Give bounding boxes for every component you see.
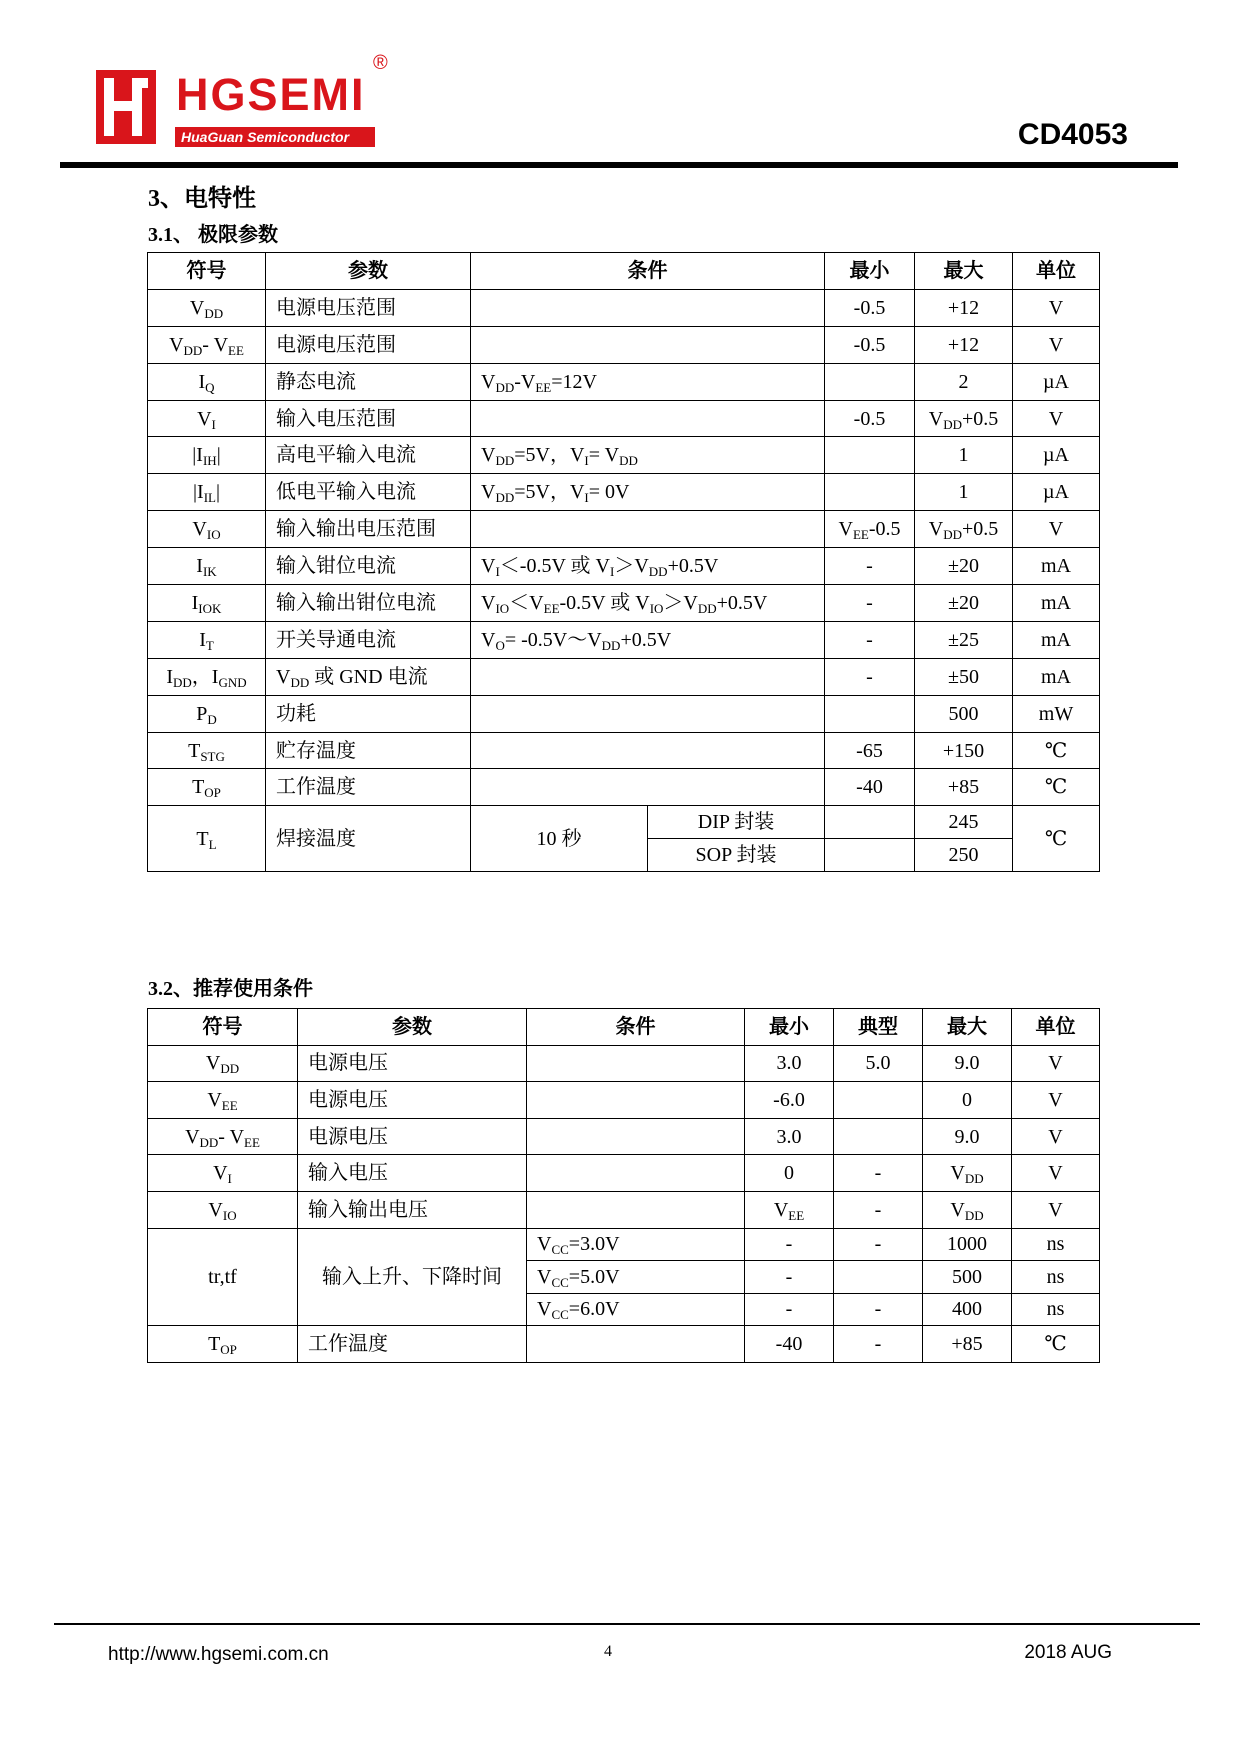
typ-cell xyxy=(834,1082,923,1119)
table-row xyxy=(148,400,1100,437)
min-cell: -65 xyxy=(825,732,915,769)
param-cell: 工作温度 xyxy=(266,769,471,806)
min-cell xyxy=(825,806,915,839)
max-cell: +12 xyxy=(915,289,1013,326)
max-cell: +150 xyxy=(915,732,1013,769)
symbol-cell: $V_{DD}$ xyxy=(148,1045,298,1082)
symbol-cell: $T_L$ xyxy=(148,806,266,872)
min-cell xyxy=(825,474,915,511)
unit-cell: V xyxy=(1013,289,1100,326)
min-cell: -40 xyxy=(745,1326,834,1363)
unit-cell: mA xyxy=(1013,658,1100,695)
col-header-typ: 典型 xyxy=(834,1009,923,1046)
param-cell: 功耗 xyxy=(266,695,471,732)
max-cell: 1000 xyxy=(923,1228,1012,1261)
condition-cell xyxy=(471,732,825,769)
max-cell: 500 xyxy=(915,695,1013,732)
min-cell: -6.0 xyxy=(745,1082,834,1119)
hgsemi-logo-mark-icon xyxy=(96,70,156,144)
param-cell: 焊接温度 xyxy=(266,806,471,872)
symbol-cell: $V_{IO}$ xyxy=(148,1191,298,1228)
col-header-symbol: 符号 xyxy=(148,1009,298,1046)
param-cell: 电源电压范围 xyxy=(266,289,471,326)
symbol-cell: $V_{EE}$ xyxy=(148,1082,298,1119)
unit-cell: µA xyxy=(1013,474,1100,511)
param-cell: 电源电压 xyxy=(298,1045,527,1082)
table-row xyxy=(148,1155,1100,1192)
abs-max-title: 3.1、 极限参数 xyxy=(148,224,278,246)
typ-cell: - xyxy=(834,1155,923,1192)
unit-cell: mA xyxy=(1013,548,1100,585)
table-row xyxy=(148,658,1100,695)
condition-cell xyxy=(527,1045,745,1082)
unit-cell: ℃ xyxy=(1012,1326,1100,1363)
min-cell: -0.5 xyxy=(825,400,915,437)
symbol-cell: $I_T$ xyxy=(148,621,266,658)
table-row xyxy=(148,511,1100,548)
package-cell: DIP 封装 xyxy=(648,806,825,839)
condition-cell: $V_{DD}=5V$，$V_I= 0V$ xyxy=(471,474,825,511)
param-cell: 低电平输入电流 xyxy=(266,474,471,511)
col-header-param: 参数 xyxy=(298,1009,527,1046)
table-row xyxy=(148,1082,1100,1119)
condition-cell: $V_{DD}=5V$，$V_I= V_{DD}$ xyxy=(471,437,825,474)
unit-cell: ℃ xyxy=(1013,769,1100,806)
condition-cell: $V_{IO}<V_{EE}-0.5V$ 或 $V_{IO}>V_{DD}+0.5V$ xyxy=(471,585,825,622)
recommended-table xyxy=(147,1008,1100,1363)
table-row xyxy=(148,1326,1100,1363)
condition-cell: $V_{CC}=6.0V$ xyxy=(527,1293,745,1326)
condition-cell xyxy=(527,1118,745,1155)
param-cell: 电源电压 xyxy=(298,1082,527,1119)
param-cell: 高电平输入电流 xyxy=(266,437,471,474)
table-row xyxy=(148,363,1100,400)
table-row xyxy=(148,732,1100,769)
condition-cell xyxy=(471,695,825,732)
package-cell: SOP 封装 xyxy=(648,839,825,872)
col-header-max: 最大 xyxy=(923,1009,1012,1046)
footer-divider xyxy=(54,1623,1200,1625)
condition-cell xyxy=(527,1082,745,1119)
table-row xyxy=(148,1045,1100,1082)
max-cell: 245 xyxy=(915,806,1013,839)
param-cell: 输入输出电压 xyxy=(298,1191,527,1228)
max-cell: +85 xyxy=(923,1326,1012,1363)
table-row xyxy=(148,548,1100,585)
unit-cell: V xyxy=(1013,326,1100,363)
condition-cell: $V_I<-0.5V$ 或 $V_I>V_{DD}+0.5V$ xyxy=(471,548,825,585)
typ-cell xyxy=(834,1261,923,1294)
symbol-cell: $V_I$ xyxy=(148,400,266,437)
min-cell: $V_{EE}-0.5$ xyxy=(825,511,915,548)
symbol-cell: $T_{OP}$ xyxy=(148,1326,298,1363)
param-cell: 输入电压 xyxy=(298,1155,527,1192)
section-title: 3、电特性 xyxy=(148,186,256,212)
unit-cell: V xyxy=(1013,400,1100,437)
condition-cell: $V_{CC}=5.0V$ xyxy=(527,1261,745,1294)
symbol-cell: $|I_{IH}|$ xyxy=(148,437,266,474)
recommended-title: 3.2、推荐使用条件 xyxy=(148,978,313,1000)
symbol-cell: $|I_{IL}|$ xyxy=(148,474,266,511)
param-cell: 开关导通电流 xyxy=(266,621,471,658)
footer-date: 2018 AUG xyxy=(1024,1642,1112,1663)
symbol-cell: $V_{DD}$ xyxy=(148,289,266,326)
max-cell: ±20 xyxy=(915,548,1013,585)
param-cell: 输入电压范围 xyxy=(266,400,471,437)
condition-cell: $V_O=$ $-0.5V\sim V_{DD}+0.5V$ xyxy=(471,621,825,658)
param-cell: 贮存温度 xyxy=(266,732,471,769)
col-header-param: 参数 xyxy=(266,253,471,290)
min-cell xyxy=(825,839,915,872)
col-header-symbol: 符号 xyxy=(148,253,266,290)
param-cell: $V_{DD}$ 或 GND 电流 xyxy=(266,658,471,695)
logo-subtitle: HuaGuan Semiconductor xyxy=(175,127,375,147)
typ-cell: 5.0 xyxy=(834,1045,923,1082)
typ-cell: - xyxy=(834,1326,923,1363)
registered-mark: ® xyxy=(373,52,388,74)
condition-cell xyxy=(471,400,825,437)
unit-cell: µA xyxy=(1013,363,1100,400)
col-header-max: 最大 xyxy=(915,253,1013,290)
symbol-cell: $P_D$ xyxy=(148,695,266,732)
max-cell: $V_{DD}$ xyxy=(923,1191,1012,1228)
unit-cell: ns xyxy=(1012,1228,1100,1261)
page-number: 4 xyxy=(604,1643,612,1660)
max-cell: 250 xyxy=(915,839,1013,872)
table-row xyxy=(148,1191,1100,1228)
condition-cell xyxy=(471,326,825,363)
min-cell: - xyxy=(745,1228,834,1261)
max-cell: 2 xyxy=(915,363,1013,400)
abs-max-table xyxy=(147,252,1100,872)
max-cell: 1 xyxy=(915,437,1013,474)
condition-cell xyxy=(471,769,825,806)
table-row xyxy=(148,326,1100,363)
max-cell: $V_{DD}+0.5$ xyxy=(915,511,1013,548)
max-cell: +85 xyxy=(915,769,1013,806)
part-number: CD4053 xyxy=(1017,118,1128,151)
condition-cell: $V_{CC}=3.0V$ xyxy=(527,1228,745,1261)
max-cell: 500 xyxy=(923,1261,1012,1294)
min-cell xyxy=(825,363,915,400)
symbol-cell: $V_{IO}$ xyxy=(148,511,266,548)
unit-cell: V xyxy=(1012,1118,1100,1155)
table-row xyxy=(148,806,1100,839)
min-cell: - xyxy=(825,658,915,695)
symbol-cell: $V_{DD}-$ $V_{EE}$ xyxy=(148,1118,298,1155)
param-cell: 静态电流 xyxy=(266,363,471,400)
unit-cell: ns xyxy=(1012,1293,1100,1326)
header-divider xyxy=(60,162,1178,168)
col-header-unit: 单位 xyxy=(1013,253,1100,290)
min-cell: - xyxy=(745,1293,834,1326)
symbol-cell: $I_{IK}$ xyxy=(148,548,266,585)
col-header-cond: 条件 xyxy=(527,1009,745,1046)
symbol-cell: $I_{IOK}$ xyxy=(148,585,266,622)
param-cell: 工作温度 xyxy=(298,1326,527,1363)
max-cell: 9.0 xyxy=(923,1045,1012,1082)
unit-cell: ℃ xyxy=(1013,732,1100,769)
symbol-cell: $I_{DD}$，$I_{GND}$ xyxy=(148,658,266,695)
condition-cell xyxy=(471,658,825,695)
col-header-cond: 条件 xyxy=(471,253,825,290)
max-cell: $V_{DD}$ xyxy=(923,1155,1012,1192)
param-cell: 输入钳位电流 xyxy=(266,548,471,585)
unit-cell: V xyxy=(1013,511,1100,548)
condition-cell xyxy=(471,511,825,548)
table-row xyxy=(148,1118,1100,1155)
table-row xyxy=(148,437,1100,474)
condition-cell xyxy=(527,1191,745,1228)
table-row xyxy=(148,1228,1100,1261)
condition-cell: 10 秒 xyxy=(471,806,648,872)
param-cell: 输入上升、下降时间 xyxy=(298,1228,527,1326)
unit-cell: V xyxy=(1012,1045,1100,1082)
typ-cell xyxy=(834,1118,923,1155)
unit-cell: mA xyxy=(1013,621,1100,658)
min-cell: 0 xyxy=(745,1155,834,1192)
unit-cell: ns xyxy=(1012,1261,1100,1294)
max-cell: 0 xyxy=(923,1082,1012,1119)
table-row xyxy=(148,621,1100,658)
unit-cell: mA xyxy=(1013,585,1100,622)
table-row xyxy=(148,695,1100,732)
min-cell: 3.0 xyxy=(745,1045,834,1082)
min-cell: -0.5 xyxy=(825,326,915,363)
condition-cell xyxy=(471,289,825,326)
min-cell: $V_{EE}$ xyxy=(745,1191,834,1228)
footer-url[interactable]: http://www.hgsemi.com.cn xyxy=(108,1644,329,1665)
symbol-cell: $T_{OP}$ xyxy=(148,769,266,806)
max-cell: ±20 xyxy=(915,585,1013,622)
unit-cell: mW xyxy=(1013,695,1100,732)
col-header-min: 最小 xyxy=(745,1009,834,1046)
max-cell: ±50 xyxy=(915,658,1013,695)
symbol-cell: $V_I$ xyxy=(148,1155,298,1192)
min-cell: -0.5 xyxy=(825,289,915,326)
col-header-min: 最小 xyxy=(825,253,915,290)
symbol-cell: $T_{STG}$ xyxy=(148,732,266,769)
col-header-unit: 单位 xyxy=(1012,1009,1100,1046)
condition-cell xyxy=(527,1155,745,1192)
unit-cell: V xyxy=(1012,1191,1100,1228)
max-cell: 400 xyxy=(923,1293,1012,1326)
typ-cell: - xyxy=(834,1191,923,1228)
table-header-row xyxy=(148,253,1100,290)
symbol-cell: tr,tf xyxy=(148,1228,298,1326)
unit-cell: µA xyxy=(1013,437,1100,474)
condition-cell: $V_{DD}-V_{EE}=12V$ xyxy=(471,363,825,400)
typ-cell: - xyxy=(834,1228,923,1261)
param-cell: 电源电压 xyxy=(298,1118,527,1155)
table-header-row xyxy=(148,1009,1100,1046)
param-cell: 输入输出钳位电流 xyxy=(266,585,471,622)
max-cell: 1 xyxy=(915,474,1013,511)
unit-cell: V xyxy=(1012,1155,1100,1192)
min-cell xyxy=(825,695,915,732)
param-cell: 电源电压范围 xyxy=(266,326,471,363)
table-row xyxy=(148,585,1100,622)
param-cell: 输入输出电压范围 xyxy=(266,511,471,548)
max-cell: $V_{DD}+0.5$ xyxy=(915,400,1013,437)
table-row xyxy=(148,474,1100,511)
symbol-cell: $I_Q$ xyxy=(148,363,266,400)
min-cell: -40 xyxy=(825,769,915,806)
max-cell: ±25 xyxy=(915,621,1013,658)
table-row xyxy=(148,289,1100,326)
typ-cell: - xyxy=(834,1293,923,1326)
max-cell: 9.0 xyxy=(923,1118,1012,1155)
min-cell: - xyxy=(825,621,915,658)
min-cell xyxy=(825,437,915,474)
company-logo xyxy=(96,52,392,148)
min-cell: - xyxy=(745,1261,834,1294)
unit-cell: ℃ xyxy=(1013,806,1100,872)
max-cell: +12 xyxy=(915,326,1013,363)
min-cell: - xyxy=(825,585,915,622)
min-cell: 3.0 xyxy=(745,1118,834,1155)
logo-name: HGSEMI xyxy=(176,69,366,120)
symbol-cell: $V_{DD}-$ $V_{EE}$ xyxy=(148,326,266,363)
table-row xyxy=(148,769,1100,806)
condition-cell xyxy=(527,1326,745,1363)
unit-cell: V xyxy=(1012,1082,1100,1119)
min-cell: - xyxy=(825,548,915,585)
